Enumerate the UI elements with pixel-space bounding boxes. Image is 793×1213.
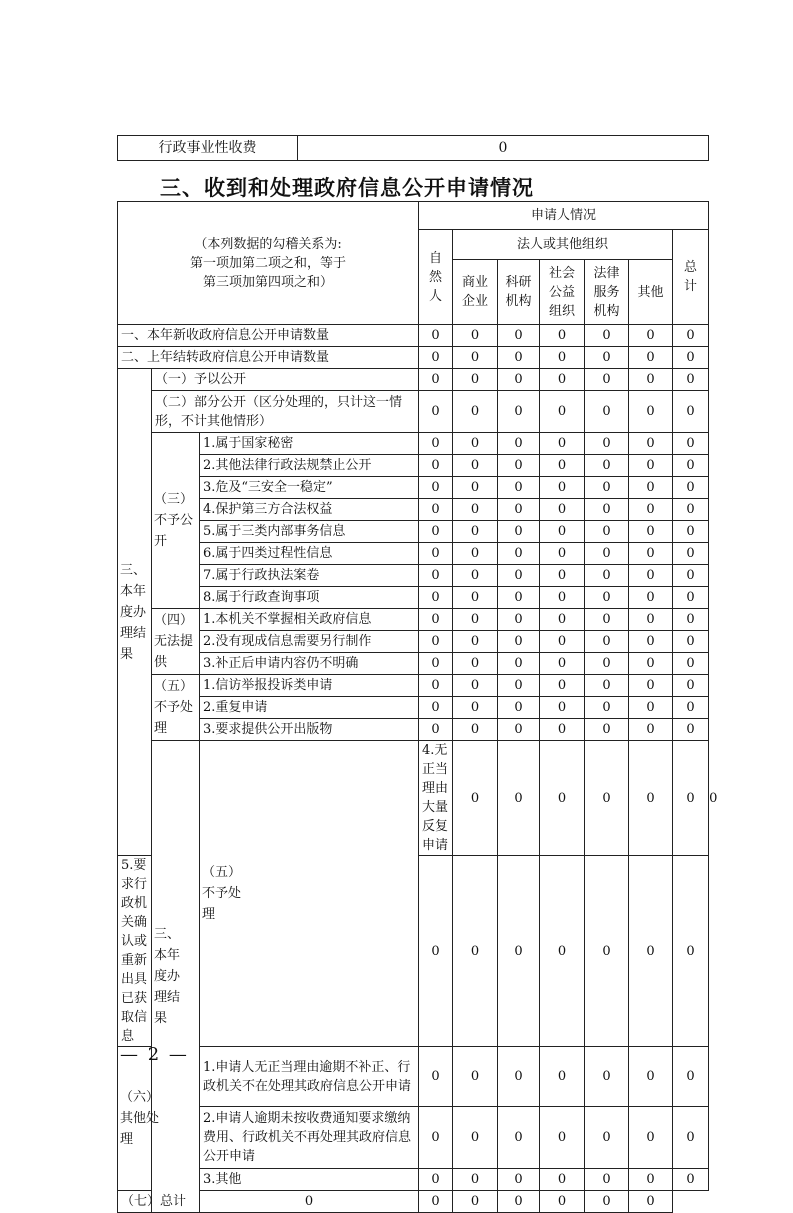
cell: 0 xyxy=(498,347,540,369)
application-stats-table xyxy=(117,201,718,1213)
cell: 0 xyxy=(540,653,585,675)
cell: 0 xyxy=(673,347,709,369)
cell: 0 xyxy=(585,1047,629,1107)
cell: 0 xyxy=(629,856,673,1047)
cell: 0 xyxy=(673,1169,709,1191)
cell: 0 xyxy=(419,653,453,675)
cell: 0 xyxy=(453,521,498,543)
table-row xyxy=(118,543,709,565)
cell: 0 xyxy=(629,1107,673,1169)
cell: 0 xyxy=(673,719,709,741)
cell: 0 xyxy=(453,587,498,609)
cell: 0 xyxy=(585,587,629,609)
row-label: （二）部分公开（区分处理的，只计这一情形，不计其他情形） xyxy=(152,391,419,433)
cell: 0 xyxy=(453,1191,498,1213)
cell: 0 xyxy=(629,1169,673,1191)
cell: 0 xyxy=(453,499,498,521)
cell: 0 xyxy=(419,433,453,455)
cell: 0 xyxy=(498,697,540,719)
cell: 0 xyxy=(419,1107,453,1169)
cell: 0 xyxy=(453,856,498,1047)
cell: 0 xyxy=(498,521,540,543)
cell: 0 xyxy=(498,499,540,521)
cell: 0 xyxy=(453,543,498,565)
table-row xyxy=(118,1169,709,1191)
item-label: 2.申请人逾期未按收费通知要求缴纳费用、行政机关不再处理其政府信息公开申请 xyxy=(200,1107,419,1169)
header-row-1 xyxy=(118,202,709,230)
item-label: 1.申请人无正当理由逾期不补正、行政机关不在处理其政府信息公开申请 xyxy=(200,1047,419,1107)
cell: 0 xyxy=(419,455,453,477)
cell: 0 xyxy=(629,609,673,631)
cell: 0 xyxy=(585,369,629,391)
cell: 0 xyxy=(498,1107,540,1169)
cell: 0 xyxy=(419,609,453,631)
item-label: 3.补正后申请内容仍不明确 xyxy=(200,653,419,675)
cell: 0 xyxy=(673,543,709,565)
cell: 0 xyxy=(629,653,673,675)
cell: 0 xyxy=(419,543,453,565)
cell: 0 xyxy=(453,565,498,587)
item-label: 8.属于行政查询事项 xyxy=(200,587,419,609)
cell: 0 xyxy=(585,856,629,1047)
cell: 0 xyxy=(453,455,498,477)
cell: 0 xyxy=(673,587,709,609)
cell: 0 xyxy=(498,719,540,741)
subgroup-label: （六）其他处理 xyxy=(118,1047,152,1191)
cell: 0 xyxy=(453,697,498,719)
cell: 0 xyxy=(585,325,629,347)
fee-label: 行政事业性收费 xyxy=(118,136,298,161)
cell: 0 xyxy=(540,499,585,521)
cell: 0 xyxy=(498,1169,540,1191)
cell: 0 xyxy=(673,433,709,455)
item-label: 1.本机关不掌握相关政府信息 xyxy=(200,609,419,631)
cell: 0 xyxy=(673,391,709,433)
cell: 0 xyxy=(673,455,709,477)
note-line: 第三项加第四项之和） xyxy=(203,274,334,290)
cell: 0 xyxy=(629,631,673,653)
cell: 0 xyxy=(540,697,585,719)
cell: 0 xyxy=(629,675,673,697)
cell: 0 xyxy=(585,1107,629,1169)
cell: 0 xyxy=(540,325,585,347)
cell: 0 xyxy=(629,499,673,521)
cell: 0 xyxy=(540,856,585,1047)
item-label: 2.其他法律行政法规禁止公开 xyxy=(200,455,419,477)
cell: 0 xyxy=(540,1191,585,1213)
cell: 0 xyxy=(629,477,673,499)
cell: 0 xyxy=(585,499,629,521)
item-label: 3.要求提供公开出版物 xyxy=(200,719,419,741)
cell: 0 xyxy=(629,391,673,433)
cell: 0 xyxy=(498,653,540,675)
table-row xyxy=(118,565,709,587)
item-label: 1.属于国家秘密 xyxy=(200,433,419,455)
table-row xyxy=(118,347,709,369)
natural-person-header: 自然人 xyxy=(419,230,453,325)
cell: 0 xyxy=(585,653,629,675)
cell: 0 xyxy=(540,609,585,631)
cell: 0 xyxy=(673,369,709,391)
cell: 0 xyxy=(419,325,453,347)
cell: 0 xyxy=(540,543,585,565)
table-row xyxy=(118,587,709,609)
cell: 0 xyxy=(540,675,585,697)
cell: 0 xyxy=(540,565,585,587)
header-note xyxy=(118,202,419,325)
cell: 0 xyxy=(629,741,673,856)
cell: 0 xyxy=(629,1047,673,1107)
item-label: 7.属于行政执法案卷 xyxy=(200,565,419,587)
cell: 0 xyxy=(585,1191,629,1213)
cell: 0 xyxy=(498,675,540,697)
cell: 0 xyxy=(673,477,709,499)
cell: 0 xyxy=(540,369,585,391)
applicant-header: 申请人情况 xyxy=(419,202,709,230)
cell: 0 xyxy=(629,1191,673,1213)
table-row xyxy=(118,653,709,675)
cell: 0 xyxy=(498,1191,540,1213)
cell: 0 xyxy=(673,653,709,675)
table-row xyxy=(118,136,709,161)
total-header: 总计 xyxy=(673,230,709,325)
cell: 0 xyxy=(540,347,585,369)
cell: 0 xyxy=(585,609,629,631)
cell: 0 xyxy=(540,1169,585,1191)
cell: 0 xyxy=(585,347,629,369)
cell: 0 xyxy=(498,391,540,433)
table-row xyxy=(118,631,709,653)
fee-value: 0 xyxy=(298,136,709,161)
cell: 0 xyxy=(629,697,673,719)
table-row xyxy=(118,499,709,521)
cell: 0 xyxy=(673,325,709,347)
table-row xyxy=(118,1191,709,1213)
cell: 0 xyxy=(419,1047,453,1107)
cell: 0 xyxy=(419,347,453,369)
cell: 0 xyxy=(453,741,498,856)
cell: 0 xyxy=(419,1169,453,1191)
cell: 0 xyxy=(540,391,585,433)
row-label: （一）予以公开 xyxy=(152,369,419,391)
table-row xyxy=(118,609,709,631)
table-row xyxy=(118,1047,709,1107)
cell: 0 xyxy=(673,521,709,543)
cell: 0 xyxy=(585,697,629,719)
item-label: 4.无正当理由大量反复申请 xyxy=(419,741,453,856)
cell: 0 xyxy=(673,609,709,631)
page-number: — 2 — xyxy=(120,1044,189,1065)
cell: 0 xyxy=(453,477,498,499)
cell: 0 xyxy=(453,719,498,741)
cell: 0 xyxy=(419,391,453,433)
cell: 0 xyxy=(585,631,629,653)
cell: 0 xyxy=(673,1107,709,1169)
cell: 0 xyxy=(498,741,540,856)
note-line: （本列数据的勾稽关系为: xyxy=(194,236,342,252)
cell: 0 xyxy=(629,347,673,369)
subgroup-label: （三）不予公开 xyxy=(152,433,200,609)
social-header: 社会公益组织 xyxy=(540,260,585,325)
cell: 0 xyxy=(419,856,453,1047)
cell: 0 xyxy=(673,565,709,587)
cell: 0 xyxy=(419,521,453,543)
cell: 0 xyxy=(540,433,585,455)
cell: 0 xyxy=(629,543,673,565)
table-row: 三、本年度办理结果 （五）不予处理 4.无正当理由大量反复申请 0 0 0 0 0 0 0 xyxy=(118,741,709,856)
cell: 0 xyxy=(498,856,540,1047)
cell: 0 xyxy=(585,433,629,455)
cell: 0 xyxy=(453,433,498,455)
item-label: 5.属于三类内部事务信息 xyxy=(200,521,419,543)
table-row xyxy=(118,369,709,391)
cell: 0 xyxy=(419,631,453,653)
subgroup-label: （五）不予处理 xyxy=(152,675,200,741)
cell: 0 xyxy=(673,675,709,697)
item-label: 5.要求行政机关确认或重新出具已获取信息 xyxy=(118,856,152,1047)
cell: 0 xyxy=(629,369,673,391)
cell: 0 xyxy=(419,477,453,499)
cell: 0 xyxy=(453,391,498,433)
cell: 0 xyxy=(498,433,540,455)
cell: 0 xyxy=(585,565,629,587)
item-label: 6.属于四类过程性信息 xyxy=(200,543,419,565)
cell: 0 xyxy=(585,543,629,565)
cell: 0 xyxy=(540,587,585,609)
cell: 0 xyxy=(498,631,540,653)
cell: 0 xyxy=(585,741,629,856)
subgroup-label: （五）不予处理 xyxy=(200,741,419,1047)
cell: 0 xyxy=(453,1169,498,1191)
cell: 0 xyxy=(673,697,709,719)
table-row xyxy=(118,697,709,719)
cell: 0 xyxy=(540,719,585,741)
group-label: 三、本年度办理结果 xyxy=(118,369,152,856)
cell: 0 xyxy=(498,1047,540,1107)
note-line: 第一项加第二项之和，等于 xyxy=(190,255,347,271)
cell: 0 xyxy=(629,325,673,347)
cell: 0 xyxy=(540,477,585,499)
cell: 0 xyxy=(585,391,629,433)
table-row xyxy=(118,433,709,455)
row-label: 一、本年新收政府信息公开申请数量 xyxy=(118,325,419,347)
section-title: 三、收到和处理政府信息公开申请情况 xyxy=(160,176,534,200)
cell: 0 xyxy=(585,675,629,697)
row-label: 二、上年结转政府信息公开申请数量 xyxy=(118,347,419,369)
cell: 0 xyxy=(498,455,540,477)
cell: 0 xyxy=(629,433,673,455)
cell: 0 xyxy=(419,369,453,391)
cell: 0 xyxy=(498,369,540,391)
cell: 0 xyxy=(673,631,709,653)
other-header: 其他 xyxy=(629,260,673,325)
cell: 0 xyxy=(419,499,453,521)
subgroup-label: （四）无法提供 xyxy=(152,609,200,675)
table-row xyxy=(118,325,709,347)
cell: 0 xyxy=(673,1047,709,1107)
cell: 0 xyxy=(200,1191,419,1213)
item-label: 1.信访举报投诉类申请 xyxy=(200,675,419,697)
cell: 0 xyxy=(498,543,540,565)
cell: 0 xyxy=(453,675,498,697)
cell: 0 xyxy=(453,653,498,675)
cell: 0 xyxy=(540,521,585,543)
research-header: 科研机构 xyxy=(498,260,540,325)
cell: 0 xyxy=(498,477,540,499)
cell: 0 xyxy=(498,565,540,587)
cell: 0 xyxy=(419,1191,453,1213)
cell: 0 xyxy=(629,719,673,741)
table-row xyxy=(118,391,709,433)
cell: 0 xyxy=(629,455,673,477)
cell: 0 xyxy=(540,631,585,653)
cell: 0 xyxy=(540,1047,585,1107)
table-row xyxy=(118,455,709,477)
table-row xyxy=(118,675,709,697)
item-label: 3.危及“三安全一稳定” xyxy=(200,477,419,499)
table-row xyxy=(118,521,709,543)
cell: 0 xyxy=(673,499,709,521)
cell: 0 xyxy=(629,565,673,587)
cell: 0 xyxy=(629,587,673,609)
table-row xyxy=(118,477,709,499)
cell: 0 xyxy=(585,521,629,543)
cell: 0 xyxy=(540,1107,585,1169)
business-header: 商业企业 xyxy=(453,260,498,325)
cell: 0 xyxy=(419,587,453,609)
cell: 0 xyxy=(453,347,498,369)
cell: 0 xyxy=(498,325,540,347)
top-fee-table xyxy=(117,135,709,161)
cell: 0 xyxy=(419,675,453,697)
table-row xyxy=(118,1107,709,1169)
cell: 0 xyxy=(673,856,709,1047)
item-label: 2.重复申请 xyxy=(200,697,419,719)
legal-service-header: 法律服务机构 xyxy=(585,260,629,325)
row-label: （七）总计 xyxy=(118,1191,200,1213)
item-label: 4.保护第三方合法权益 xyxy=(200,499,419,521)
cell: 0 xyxy=(419,565,453,587)
cell: 0 xyxy=(453,609,498,631)
cell: 0 xyxy=(585,1169,629,1191)
cell: 0 xyxy=(673,741,709,856)
cell: 0 xyxy=(629,521,673,543)
item-label: 2.没有现成信息需要另行制作 xyxy=(200,631,419,653)
cell: 0 xyxy=(540,741,585,856)
item-label: 3.其他 xyxy=(200,1169,419,1191)
cell: 0 xyxy=(498,609,540,631)
cell: 0 xyxy=(585,719,629,741)
cell: 0 xyxy=(498,587,540,609)
cell: 0 xyxy=(585,477,629,499)
cell: 0 xyxy=(453,1047,498,1107)
cell: 0 xyxy=(453,369,498,391)
legal-org-header: 法人或其他组织 xyxy=(453,230,673,260)
cell: 0 xyxy=(453,325,498,347)
cell: 0 xyxy=(453,631,498,653)
cell: 0 xyxy=(585,455,629,477)
table-row xyxy=(118,719,709,741)
cell: 0 xyxy=(419,697,453,719)
cell: 0 xyxy=(419,719,453,741)
cell: 0 xyxy=(540,455,585,477)
group-label: 三、本年度办理结果 xyxy=(152,741,200,1213)
cell: 0 xyxy=(453,1107,498,1169)
